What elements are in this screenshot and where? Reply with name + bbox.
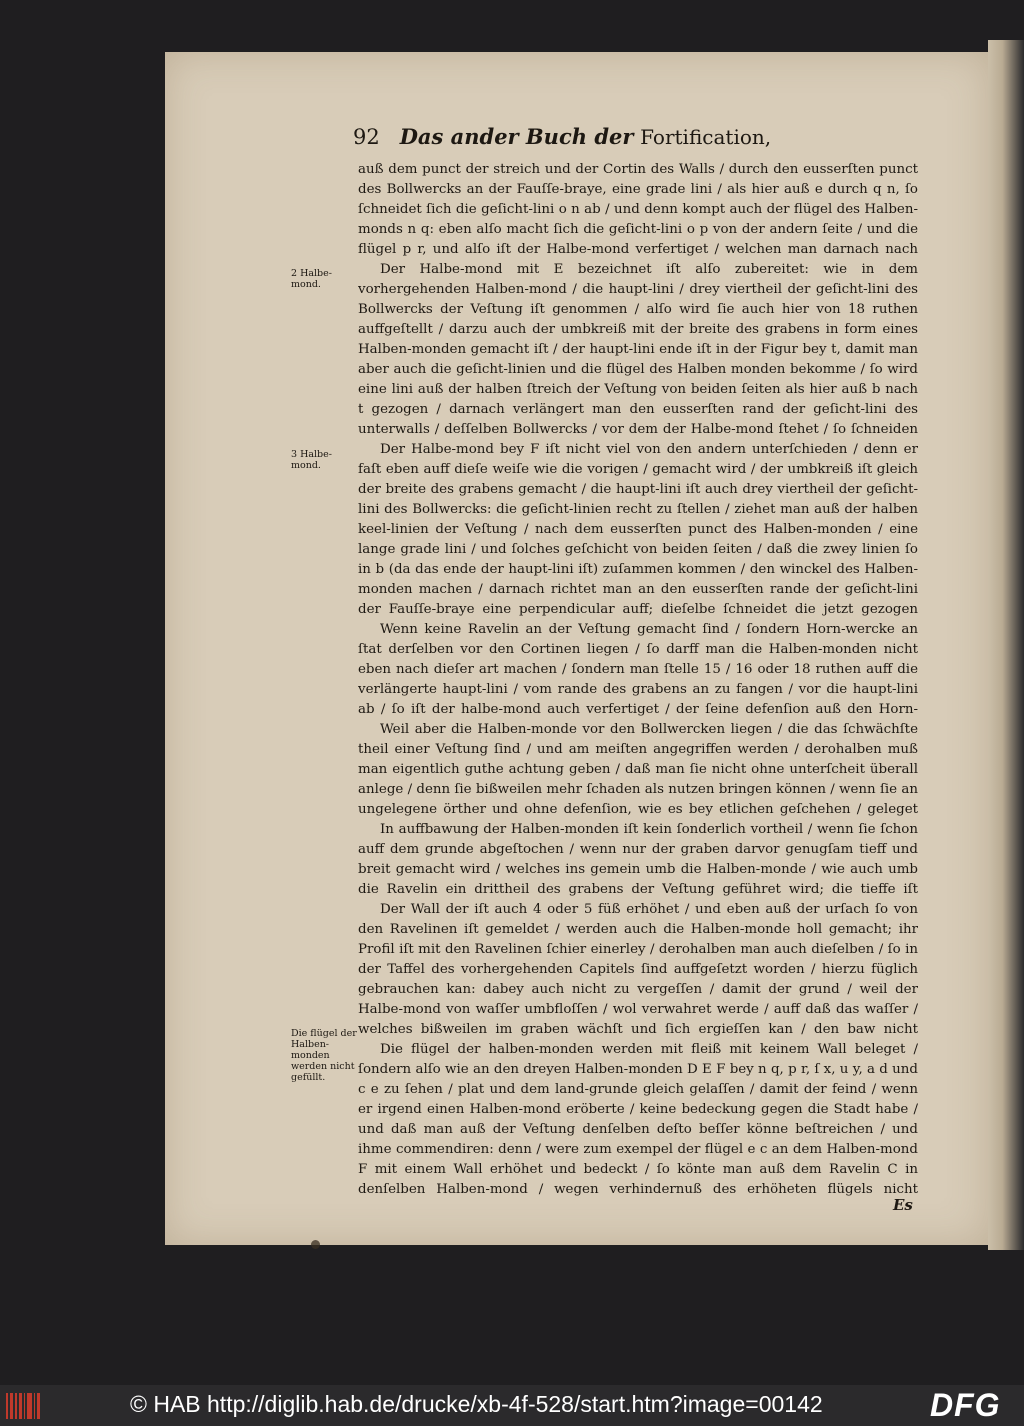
paragraph-text: Wenn keine Ravelin an der Veſtung gemacht ſind / ſondern Horn-wercke an ſtat derſelben vor den Cortinen liegen / ſo darff man die Halben-monden nicht eben nach dieſer art machen / ſondern man ſtelle 15 / 16 oder 18 ruthen auff die verlängerte haupt-lini / vom rande des grabens an zu fangen / vor die haupt-lini ab / ſo iſt der halbe-mond auch verfertiget / der ſeine defenſion auß den Horn- (358, 622, 918, 717)
page-edge (988, 40, 1024, 1250)
paragraph (358, 260, 918, 440)
catchword: Es (893, 1196, 913, 1214)
viewer-footer (0, 1385, 1024, 1426)
paragraph (358, 900, 918, 1040)
barcode-icon (6, 1393, 40, 1419)
margin-note: 2 Halbe-mond. (291, 268, 332, 290)
paragraph-text: Der Wall der iſt auch 4 oder 5 füß erhöhet / und eben auß der urſach ſo von den Ravelinen iſt gemeldet / werden auch die Halben-monde holl gemacht; ihr Profil iſt mit den Ravelinen ſchier einerley / derohalben man auch dieſelben / ſo in der Taffel des vorhergehenden Capitels ſind auffgeſetzt worden / hierzu füglich gebrauchen kan: dabey auch nicht zu vergeſſen / damit der grund / weil der Halbe-mond von waſſer umbfloſſen / wol verwahret werde / auff daß das waſſer / welches bißweilen im graben wächſt und ſich ergieſſen kan / den baw nicht (358, 902, 918, 1037)
paragraph (358, 1040, 918, 1200)
paragraph-text: Der Halbe-mond bey F iſt nicht viel von den andern unterſchieden / denn er faſt eben auff dieſe weiſe wie die vorigen / gemacht wird / der umbkreiß iſt gleich der breite des grabens gemacht / die haupt-lini iſt auch drey viertheil der geſicht-lini des Bollwercks: die geſicht-linien recht zu ſtellen / ziehet man auß der halben keel-linien der Veſtung / nach dem eusserſten punct des Halben-monden / eine lange grade lini / und ſolches geſchicht von beiden ſeiten / daß die zwey linien ſo in b (da das ende der haupt-lini iſt) zuſammen kommen / den winckel des Halben-monden machen / darnach richtet man an den eusserſten rande der geſicht-lini der Fauſſe-braye eine perpendicular auff; dieſelbe ſchneidet die jetzt gezogen (358, 442, 918, 617)
paragraph (358, 160, 918, 260)
margin-note: Die flügel der Halben-monden werden nicht gefüllt. (291, 1028, 357, 1083)
paragraph (358, 440, 918, 620)
dfg-logo: DFG (930, 1387, 1001, 1423)
paragraph-text: In auffbawung der Halben-monden iſt kein ſonderlich vortheil / wenn ſie ſchon auff dem grunde abgeſtochen / wenn nur der graben darvor genugſam tieff und breit gemacht wird / welches ins gemein umb die Halben-monde / wie auch umb die Ravelin ein drittheil des grabens der Veſtung geführet wird; die tieffe iſt (358, 822, 918, 897)
running-head (353, 124, 913, 158)
paragraph-text: Der Halbe-mond mit E bezeichnet iſt alſo zubereitet: wie in dem vorhergehenden Halben-mond / die haupt-lini / drey viertheil der geſicht-lini des Bollwercks der Veſtung iſt genommen / alſo wird ſie auch hier von 18 ruthen auffgeſtellt / darzu auch der umbkreiß mit der breite des grabens in form eines Halben-monden gemacht iſt / der haupt-lini ende iſt in der Figur bey t, damit man aber auch die geſicht-linien und die flügel des Halben monden bekomme / ſo wird eine lini auß der halben ſtreich der Veſtung von beiden ſeiten als hier auß b nach t gezogen / darnach verlängert man den eusserſten rand der geſicht-lini des unterwalls / deſſelben Bollwercks / vor dem der Halbe-mond ſtehet / ſo ſchneiden (358, 262, 918, 437)
paragraph (358, 720, 918, 820)
paragraph (358, 820, 918, 900)
paragraph (358, 620, 918, 720)
page-number: 92 (353, 125, 380, 149)
paragraph-text: Weil aber die Halben-monde vor den Bollwercken liegen / die das ſchwächſte theil einer Veſtung ſind / und am meiſten angegriffen werden / derohalben muß man eigentlich guthe achtung geben / daß man ſie nicht ohne unterſcheit überall anlege / denn ſie bißweilen mehr ſchaden als nutzen bringen können / wenn ſie an ungelegene örther und ohne defenſion, wie es bey etlichen geſchehen / geleget (358, 722, 918, 817)
body-text (358, 160, 918, 1200)
running-title-latin: Fortification, (640, 125, 772, 149)
paragraph-text: auß dem punct der streich und der Cortin des Walls / durch den eusserſten punct des Bollwercks an der Fauſſe-braye, eine grade lini / als hier auß e durch q n, ſo ſchneidet ſich die geſicht-lini o n ab / und denn kompt auch der flügel des Halben-monds n q: eben alſo macht ſich die geſicht-lini o p von der andern ſeite / und die flügel p r, und alſo iſt der Halbe-mond verfertiget / welchen man darnach nach (358, 162, 918, 257)
margin-note: 3 Halbe-mond. (291, 449, 332, 471)
running-title: Das ander Buch der (399, 124, 634, 149)
ink-blot (311, 1240, 320, 1249)
copyright-link[interactable]: © HAB http://diglib.hab.de/drucke/xb-4f-528/start.htm?image=00142 (130, 1391, 823, 1417)
paragraph-text: Die flügel der halben-monden werden mit fleiß mit keinem Wall beleget / ſondern alſo wie an den dreyen Halben-monden D E F bey n q, p r, ſ x, u y, a d und c e zu ſehen / plat und dem land-grunde gleich gelaſſen / damit der feind / wenn er irgend einen Halben-mond eröberte / keine bedeckung gegen die Stadt habe / und daß man auß der Veſtung denſelben deſto beſſer könne beſtreichen / und ihme commendiren: denn / were zum exempel der flügel e c an dem Halben-mond F mit einem Wall erhöhet und bedeckt / ſo könte man auß dem Ravelin C in denſelben Halben-mond / wegen verhindernuß des erhöheten flügels nicht (358, 1042, 918, 1197)
